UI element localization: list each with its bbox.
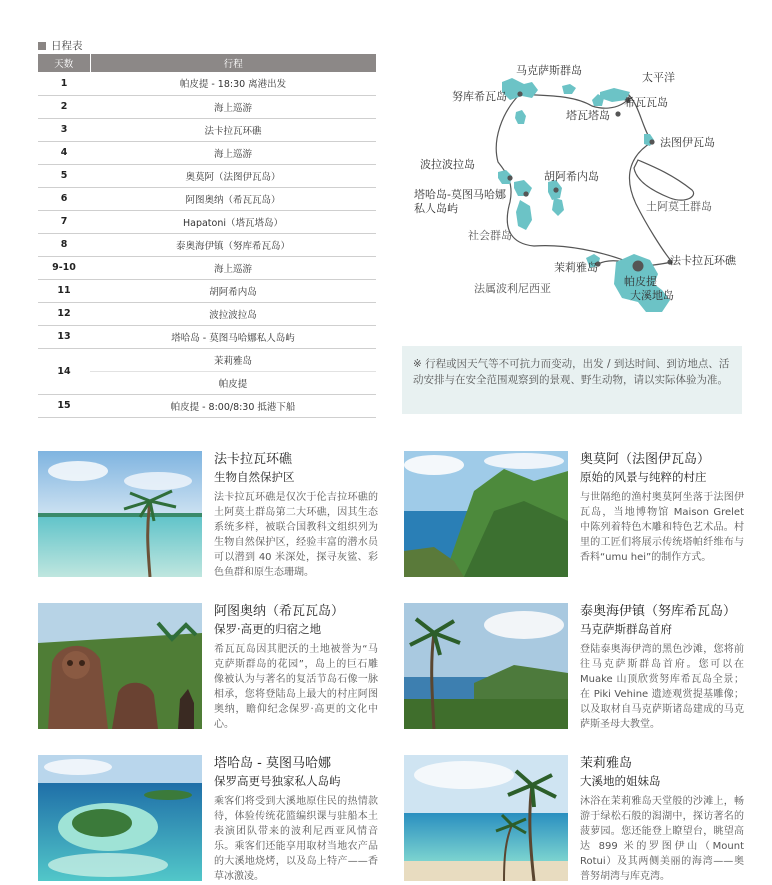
card-subtitle: 大溪地的姐妹岛 — [580, 774, 661, 788]
day-cell: 14 — [38, 348, 90, 394]
card-title: 奥莫阿（法图伊瓦岛） — [580, 452, 711, 467]
route-cell: 茉莉雅岛 — [90, 348, 376, 371]
table-row — [38, 164, 376, 187]
table-row — [38, 141, 376, 164]
itinerary-heading-text: 日程表 — [51, 40, 83, 52]
route-cell: 波拉波拉岛 — [90, 302, 376, 325]
map-label-society: 社会群岛 — [468, 229, 512, 242]
atuona-card — [214, 603, 378, 732]
itinerary-table — [38, 54, 376, 418]
card-title: 法卡拉瓦环礁 — [214, 452, 293, 467]
route-cell: Hapatoni（塔瓦塔岛） — [90, 210, 376, 233]
card-body: 登陆泰奥海伊湾的黑色沙滩，您将前往马克萨斯群岛首府。您可以在 Muake 山顶欣赏努库希瓦岛全景；在 Piki Vehine 遗迹观赏提基雕像；以及取材自马克萨斯诸岛建成的马克萨斯圣母大教堂。 — [580, 644, 744, 730]
itinerary-header-row — [38, 54, 376, 72]
day-cell: 4 — [38, 141, 90, 164]
map-label-tahuata: 塔瓦塔岛 — [566, 109, 610, 122]
route-cell: 胡阿希内岛 — [90, 279, 376, 302]
route-cell: 阿图奥纳（希瓦瓦岛） — [90, 187, 376, 210]
card-body: 法卡拉瓦环礁是仅次于伦吉拉环礁的土阿莫土群岛第二大环礁，因其生态系统多样，被联合国教科文组织列为生物自然保护区，经验丰富的潜水员可以潜到 40 米深处，探寻灰鲨、彩色鱼群和原生态珊瑚。 — [214, 492, 378, 578]
card-body: 与世隔绝的渔村奥莫阿坐落于法图伊瓦岛，当地博物馆 Maison Grelet 中陈列着特色木雕和特色艺术品。村里的工匠们将展示传统塔帕纤维布与香料“umu hei”的制作方式。 — [580, 492, 744, 563]
map-label-french-polynesia: 法属波利尼西亚 — [474, 282, 551, 295]
route-cell: 奥莫阿（法图伊瓦岛） — [90, 164, 376, 187]
card-subtitle: 保罗高更号独家私人岛屿 — [214, 774, 341, 788]
itinerary-heading — [38, 38, 83, 53]
table-row — [38, 187, 376, 210]
col-day-header: 天数 — [38, 54, 90, 72]
atuona-photo — [38, 603, 202, 729]
route-cell: 泰奥海伊镇（努库希瓦岛） — [90, 233, 376, 256]
map-label-fatuiva: 法图伊瓦岛 — [660, 136, 715, 149]
map-label-tahaa: 塔哈岛-莫图马哈娜 — [414, 188, 506, 201]
day-cell: 9-10 — [38, 256, 90, 279]
fakarava-photo — [38, 451, 202, 577]
tahaa-photo — [38, 755, 202, 881]
card-title: 塔哈岛 - 莫图马哈娜 — [214, 756, 331, 771]
card-title: 泰奥海伊镇（努库希瓦岛） — [580, 604, 737, 619]
day-cell: 8 — [38, 233, 90, 256]
day-cell: 5 — [38, 164, 90, 187]
moorea-photo — [404, 755, 568, 881]
itinerary-notice: ※ 行程或因天气等不可抗力而变动，出发 / 到达时间、到访地点、活动安排与在安全范围观察到的景观、野生动物，请以实际体验为准。 — [402, 346, 742, 414]
map-label-papeete: 帕皮提 — [624, 275, 657, 288]
map-label-fakarava: 法卡拉瓦环礁 — [670, 254, 736, 267]
taiohae-card — [580, 603, 744, 732]
card-subtitle: 原始的风景与纯粹的村庄 — [580, 470, 707, 484]
card-subtitle: 马克萨斯群岛首府 — [580, 622, 672, 636]
route-cell: 帕皮提 — [90, 371, 376, 394]
card-title: 阿图奥纳（希瓦瓦岛） — [214, 604, 345, 619]
day-cell: 12 — [38, 302, 90, 325]
table-row — [38, 302, 376, 325]
route-cell: 海上巡游 — [90, 256, 376, 279]
table-row — [38, 118, 376, 141]
card-subtitle: 保罗·高更的归宿之地 — [214, 622, 322, 636]
taiohae-photo — [404, 603, 568, 729]
card-title: 茉莉雅岛 — [580, 756, 633, 771]
map-label-borabora: 波拉波拉岛 — [420, 158, 475, 171]
day-cell: 11 — [38, 279, 90, 302]
day-cell: 1 — [38, 72, 90, 95]
table-row — [38, 394, 376, 417]
omoa-photo — [404, 451, 568, 577]
day-cell: 7 — [38, 210, 90, 233]
map-label-huahine: 胡阿希内岛 — [544, 170, 599, 183]
route-cell: 帕皮提 - 8:00/8:30 抵港下船 — [90, 394, 376, 417]
table-row — [38, 348, 376, 371]
route-cell: 海上巡游 — [90, 95, 376, 118]
table-row — [38, 72, 376, 95]
moorea-card — [580, 755, 744, 884]
table-row — [38, 256, 376, 279]
map-label-tuamotu: 土阿莫土群岛 — [646, 200, 712, 213]
card-body: 乘客们将受到大溪地原住民的热情款待，体验传统花篮编织课与驻船本土表演团队带来的波利尼西亚风情音乐。乘客们还能享用取材当地农产品的大溪地烧烤，以及岛上特产——香草冰激凌。 — [214, 796, 378, 882]
card-body: 希瓦瓦岛因其肥沃的土地被誉为“马克萨斯群岛的花园”，岛上的巨石雕像被认为与著名的复活节岛石像一脉相承，您将登陆岛上最大的村庄阿图奥纳，瞻仰纪念保罗·高更的文化中心。 — [214, 644, 378, 730]
day-cell: 13 — [38, 325, 90, 348]
table-row — [38, 279, 376, 302]
day-cell: 15 — [38, 394, 90, 417]
route-cell: 塔哈岛 - 莫图马哈娜私人岛屿 — [90, 325, 376, 348]
col-route-header: 行程 — [90, 54, 376, 72]
tahaa-card — [214, 755, 378, 884]
card-body: 沐浴在茉莉雅岛天堂般的沙滩上，畅游于绿松石般的潟湖中，探访著名的菠萝园。您还能登上瞭望台，眺望高达 899 米的罗图伊山（Mount Rotui）及其两侧美丽的海湾——奥普努胡湾与库克湾。 — [580, 796, 744, 882]
map-label-tahaa-private: 私人岛屿 — [414, 202, 458, 215]
route-cell: 法卡拉瓦环礁 — [90, 118, 376, 141]
map-label-pacific: 太平洋 — [642, 71, 675, 84]
map-label-marquesas: 马克萨斯群岛 — [516, 64, 582, 77]
table-row — [38, 233, 376, 256]
map-label-nukuhiva: 努库希瓦岛 — [452, 90, 507, 103]
omoa-card — [580, 451, 744, 565]
day-cell: 6 — [38, 187, 90, 210]
route-map — [402, 54, 742, 344]
card-subtitle: 生物自然保护区 — [214, 470, 295, 484]
table-row — [38, 210, 376, 233]
fakarava-card — [214, 451, 378, 580]
map-label-tahiti: 大溪地岛 — [630, 289, 674, 302]
route-cell: 海上巡游 — [90, 141, 376, 164]
heading-square-icon — [38, 42, 46, 50]
day-cell: 3 — [38, 118, 90, 141]
table-row — [38, 325, 376, 348]
route-cell: 帕皮提 - 18:30 离港出发 — [90, 72, 376, 95]
table-row — [38, 95, 376, 118]
map-label-hivaoa: 希瓦瓦岛 — [624, 96, 668, 109]
map-label-moorea: 茉莉雅岛 — [554, 261, 598, 274]
day-cell: 2 — [38, 95, 90, 118]
